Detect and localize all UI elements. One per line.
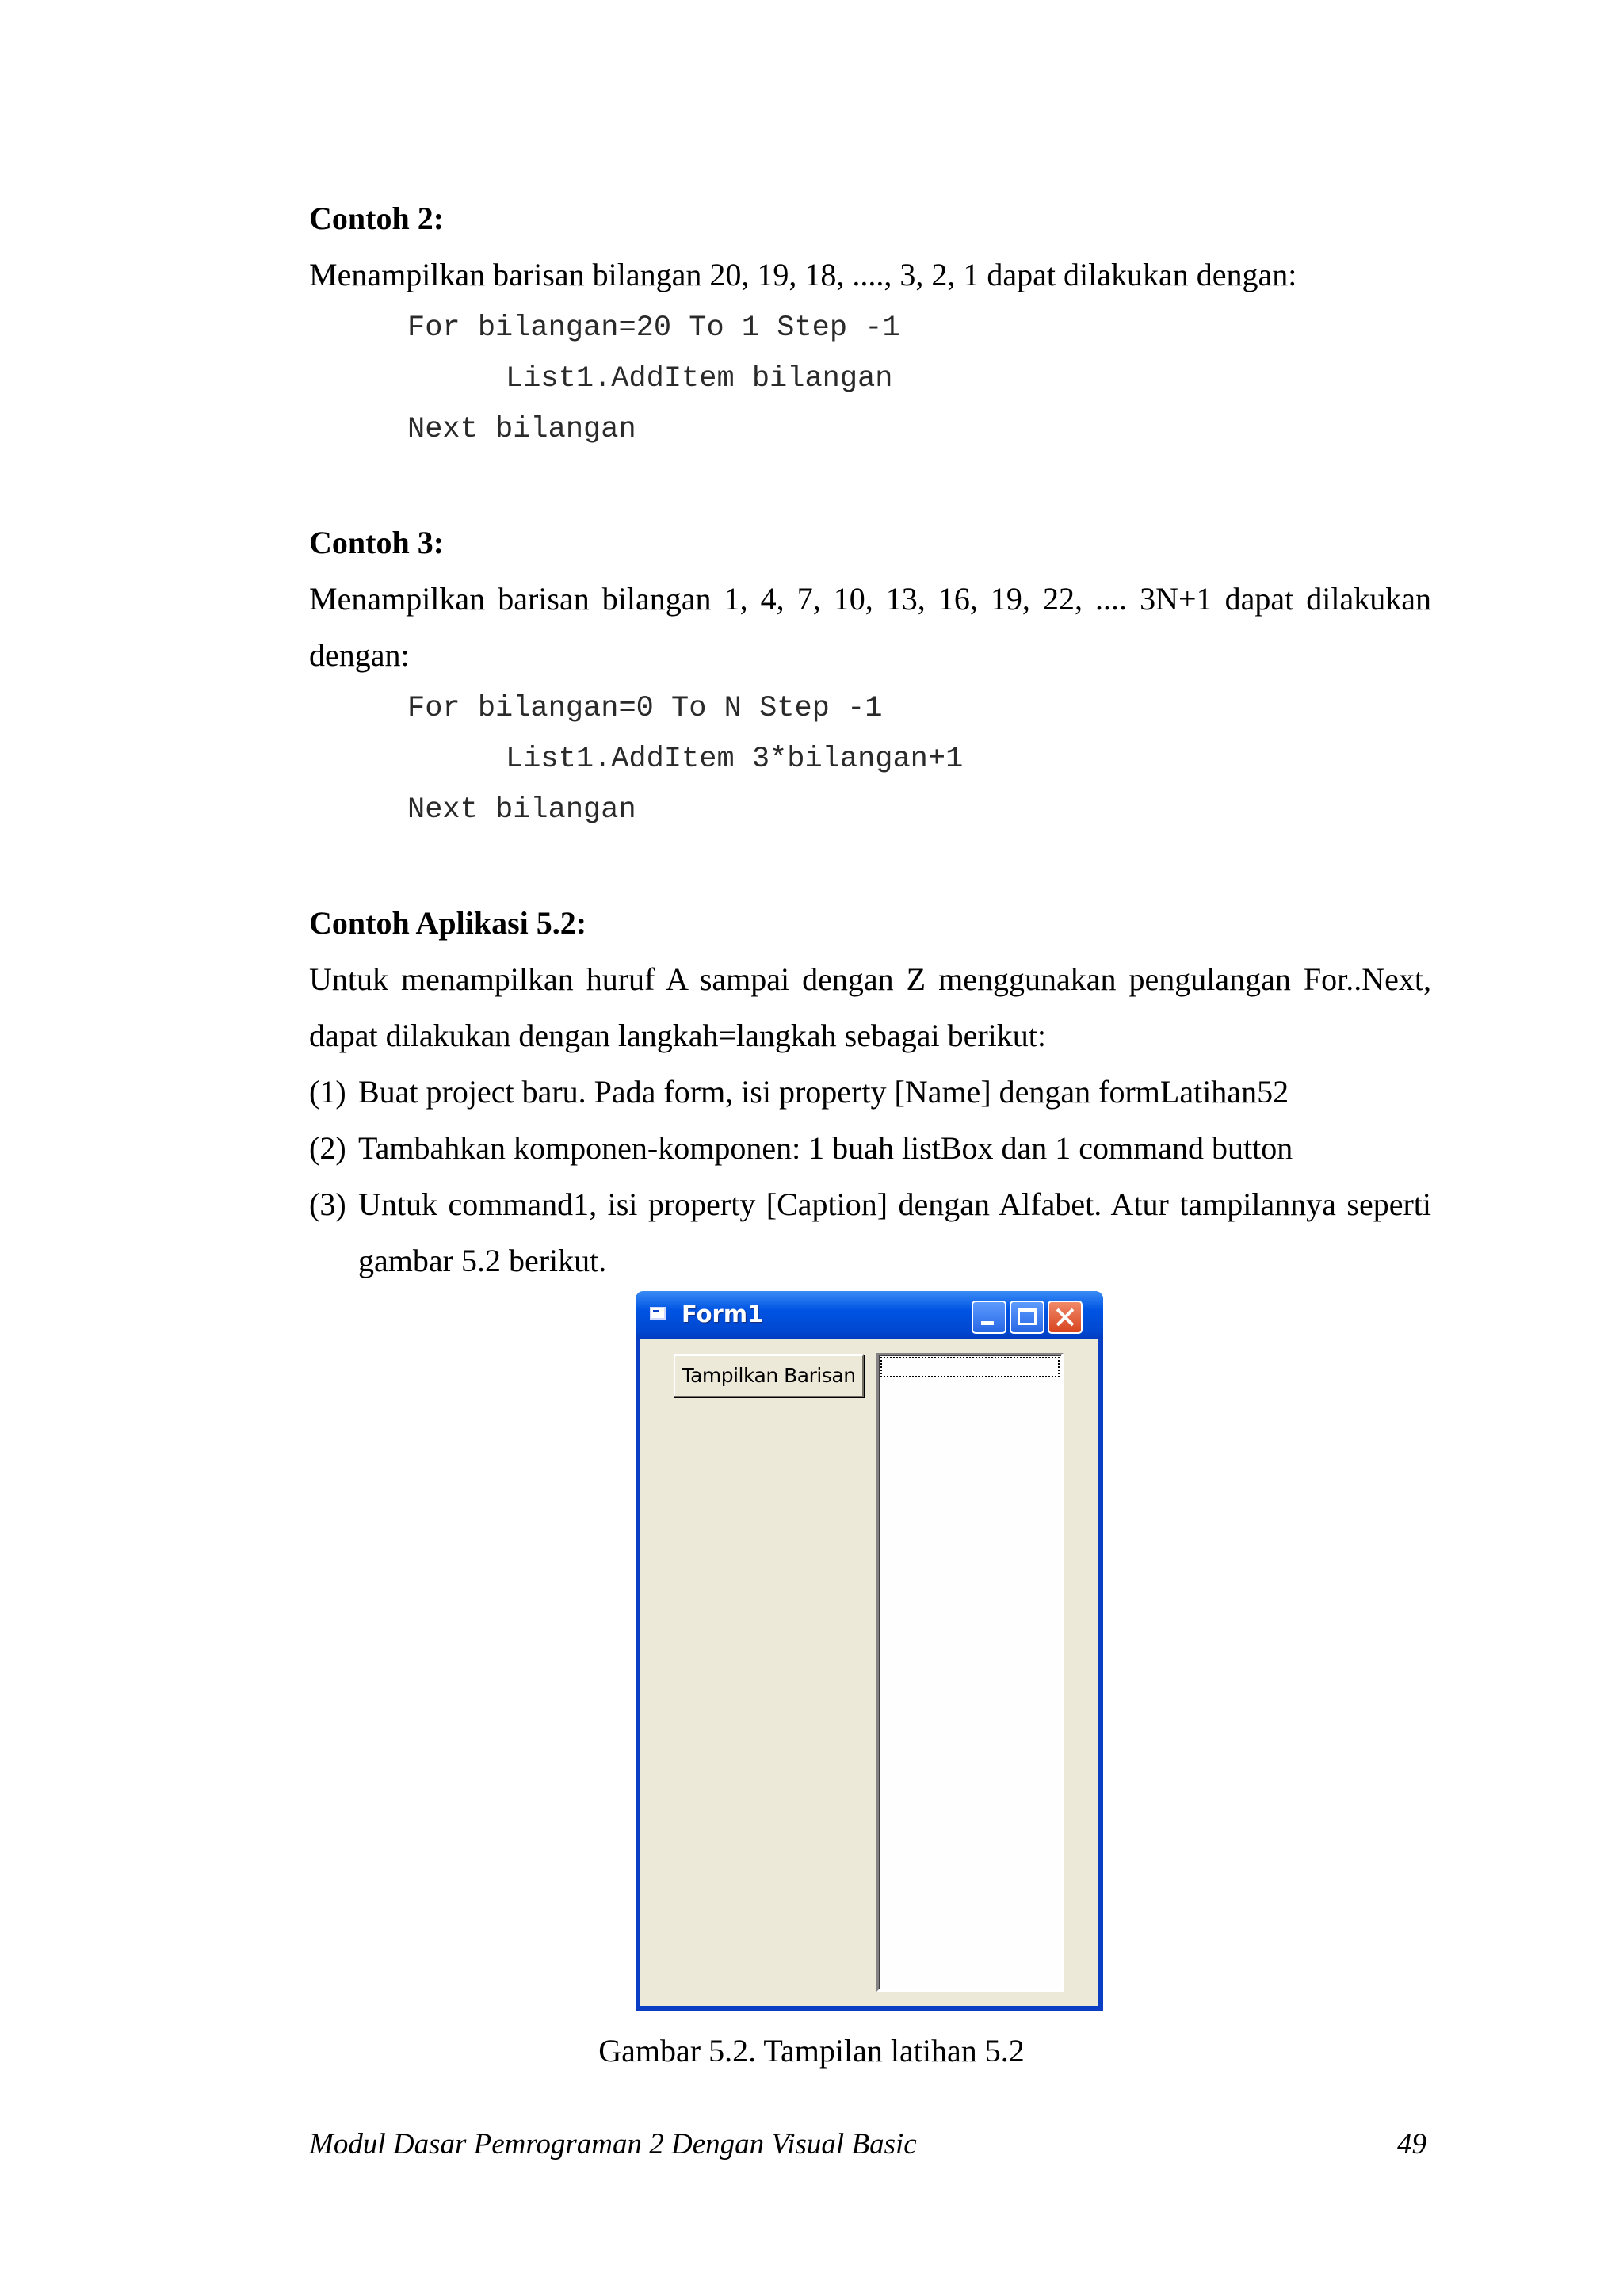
code-line: List1.AddItem bilangan	[506, 362, 893, 395]
steps-list	[309, 1064, 1431, 1289]
close-icon[interactable]	[1048, 1301, 1083, 1334]
code-line: For bilangan=0 To N Step -1	[407, 692, 883, 725]
code-line: For bilangan=20 To 1 Step -1	[407, 311, 900, 345]
app52-heading: Contoh Aplikasi 5.2:	[309, 905, 587, 941]
listbox-focus-rect	[880, 1357, 1060, 1377]
code-line: Next bilangan	[407, 793, 636, 827]
figure-caption: Gambar 5.2. Tampilan latihan 5.2	[598, 2033, 1025, 2069]
step-number: (1)	[309, 1074, 346, 1110]
list1-listbox[interactable]	[876, 1353, 1064, 1992]
minimize-icon[interactable]	[972, 1301, 1006, 1334]
step-text: Buat project baru. Pada form, isi property [Name] dengan formLatihan52	[358, 1074, 1289, 1110]
maximize-icon[interactable]	[1010, 1301, 1044, 1334]
example3-heading: Contoh 3:	[309, 525, 445, 560]
step-number: (2)	[309, 1130, 346, 1166]
step-number: (3)	[309, 1186, 346, 1222]
form-client-area	[640, 1339, 1098, 2006]
window-titlebar[interactable]	[636, 1291, 1103, 1339]
form-icon	[650, 1307, 666, 1320]
example2-heading: Contoh 2:	[309, 201, 445, 236]
example3-code	[309, 683, 1431, 835]
window-title: Form1	[682, 1301, 764, 1328]
step-text: Tambahkan komponen-komponen: 1 buah listBox dan 1 command button	[358, 1130, 1293, 1166]
list-item	[309, 1064, 1431, 1120]
code-line: Next bilangan	[407, 413, 636, 446]
example2-text: Menampilkan barisan bilangan 20, 19, 18, ...., 3, 2, 1 dapat dilakukan dengan:	[309, 257, 1297, 292]
form1-window	[636, 1291, 1103, 2011]
page-number: 49	[1397, 2128, 1426, 2160]
example2-code	[309, 303, 1431, 455]
page-footer	[309, 2122, 1426, 2167]
tampilkan-barisan-button[interactable]: Tampilkan Barisan	[674, 1354, 864, 1397]
footer-title: Modul Dasar Pemrograman 2 Dengan Visual Basic	[309, 2128, 917, 2160]
code-line: List1.AddItem 3*bilangan+1	[506, 743, 964, 776]
example3-text: Menampilkan barisan bilangan 1, 4, 7, 10, 13, 16, 19, 22, .... 3N+1 dapat dilakukan dengan:	[309, 581, 1431, 673]
list-item	[309, 1176, 1431, 1289]
step-text: Untuk command1, isi property [Caption] dengan Alfabet. Atur tampilannya seperti gambar 5.2 berikut.	[358, 1186, 1431, 1278]
list-item	[309, 1120, 1431, 1176]
page-content	[309, 190, 1431, 1289]
app52-text: Untuk menampilkan huruf A sampai dengan Z menggunakan pengulangan For..Next, dapat dilakukan dengan langkah=langkah sebagai berikut:	[309, 961, 1431, 1053]
